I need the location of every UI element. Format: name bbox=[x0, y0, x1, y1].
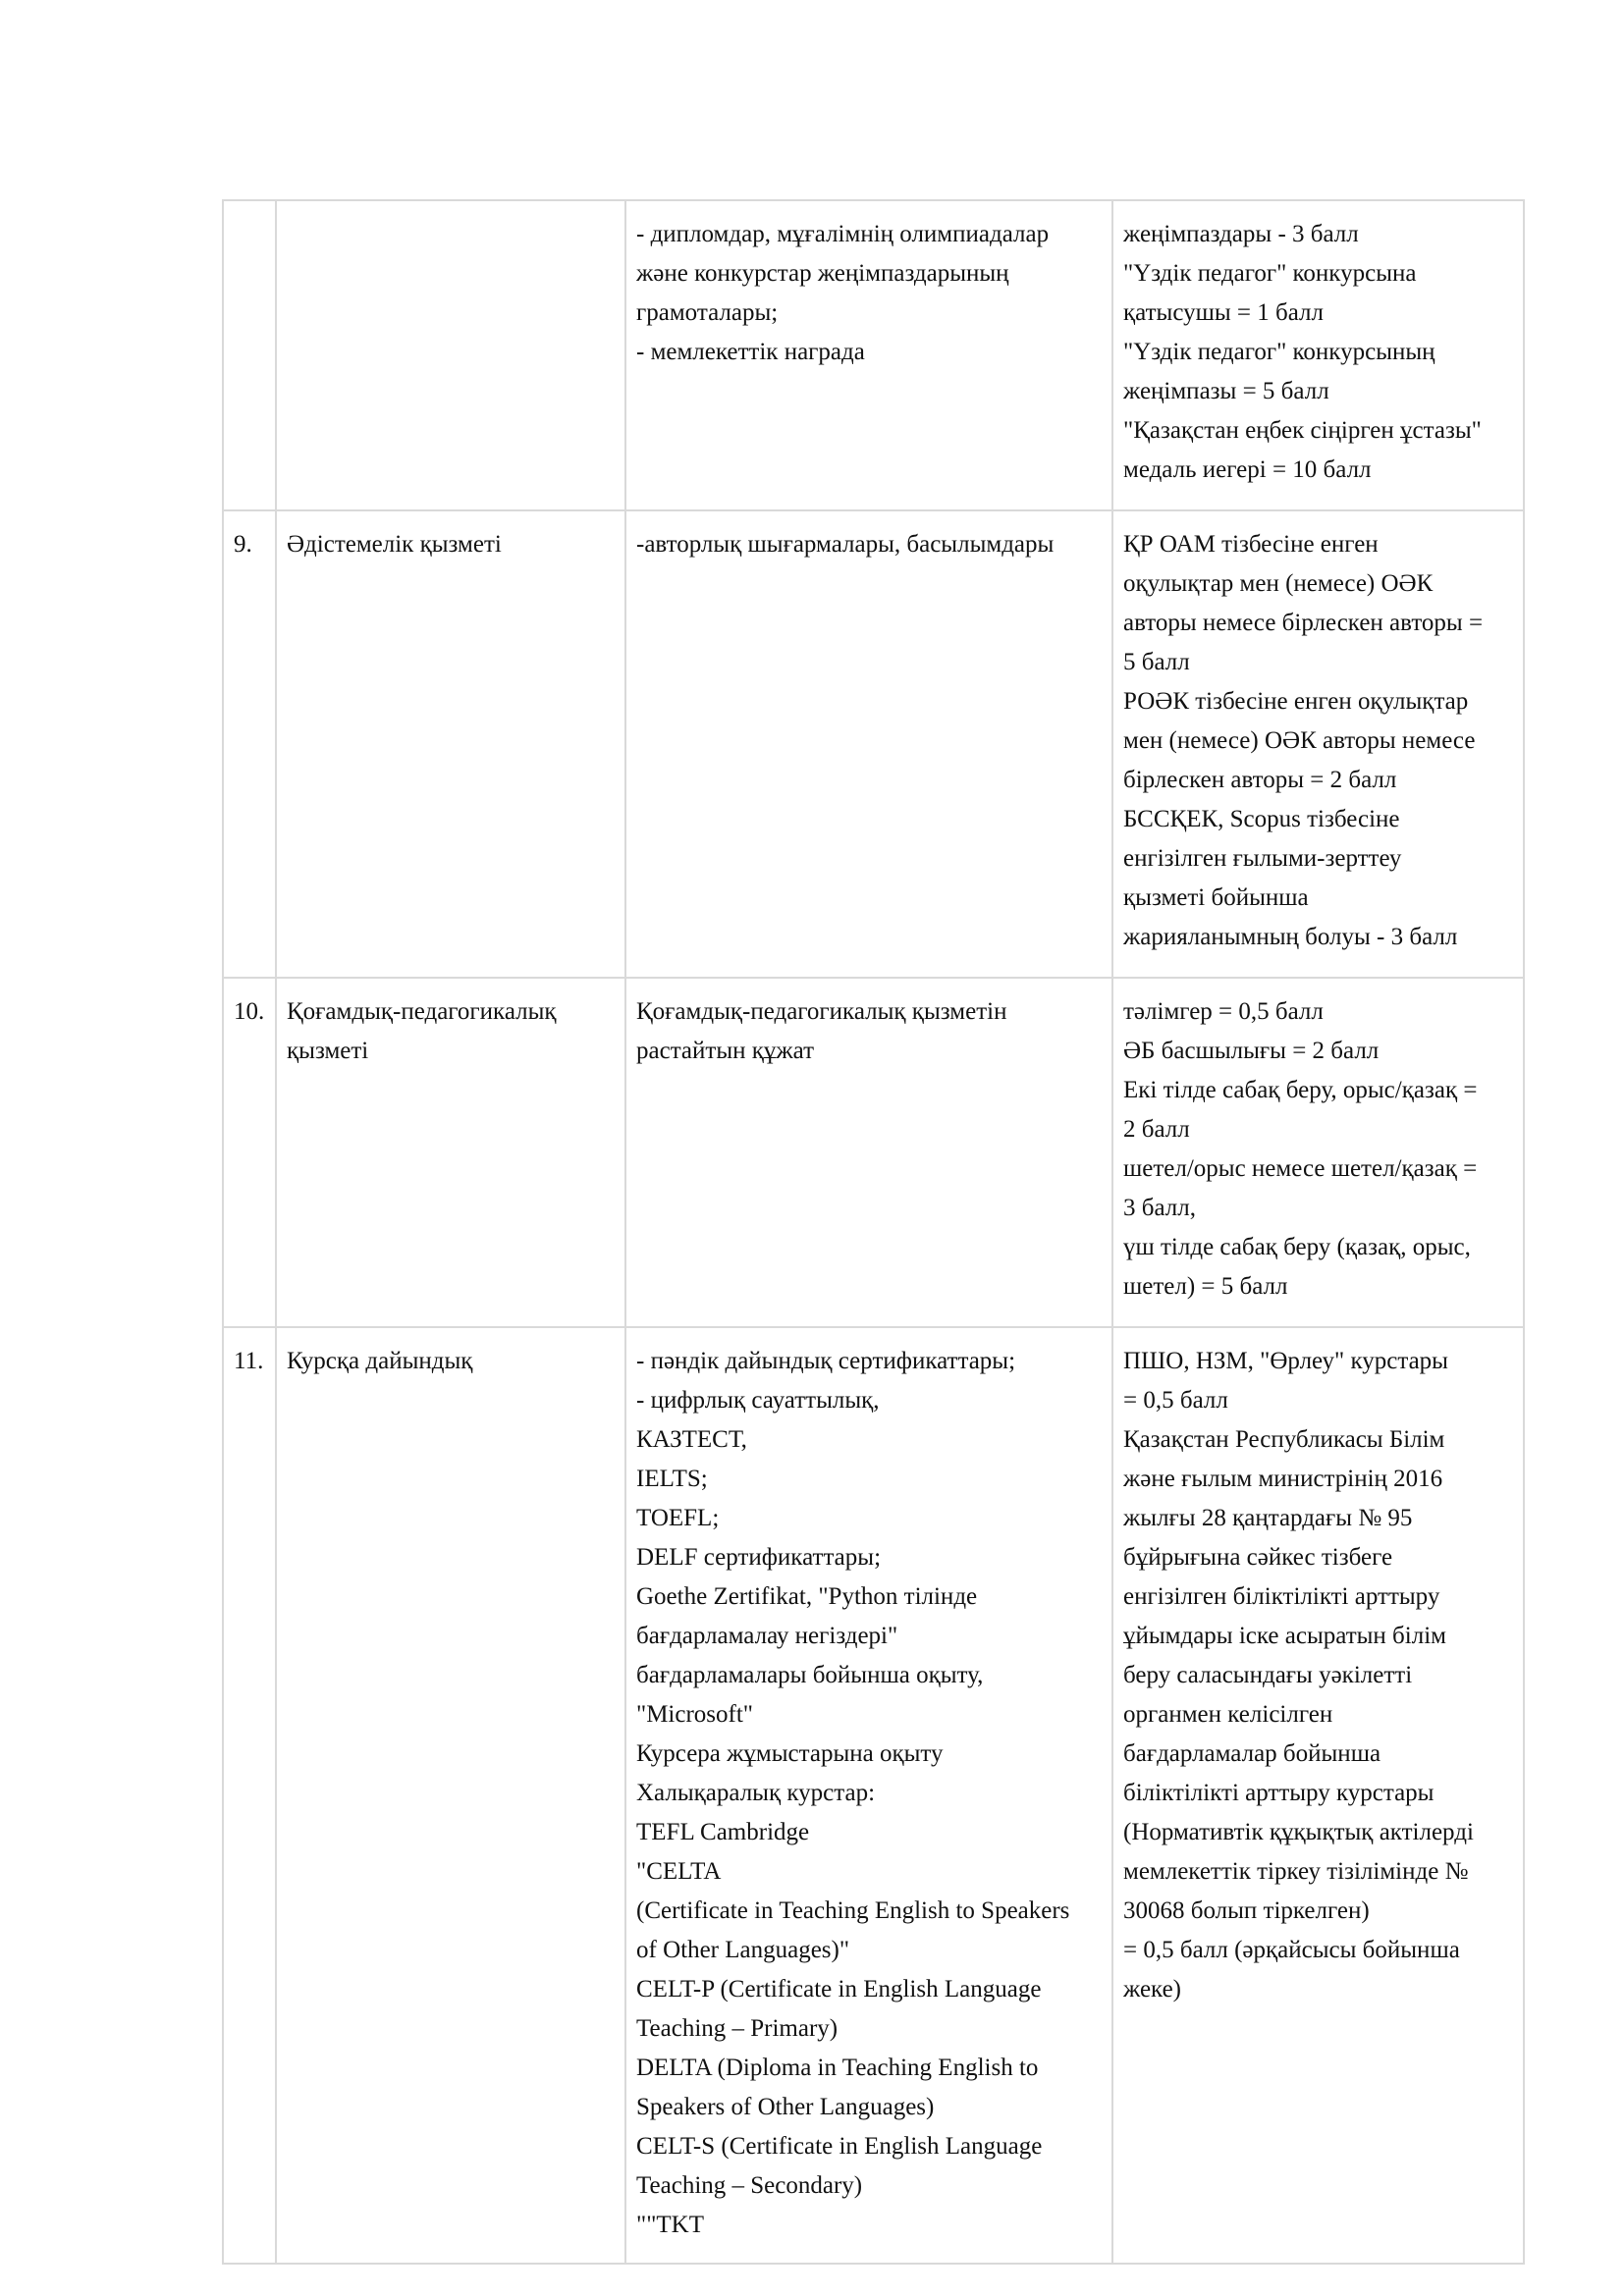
evidence-line: (Certificate in Teaching English to Speakers bbox=[636, 1897, 1070, 1924]
criterion-cell bbox=[276, 978, 625, 1327]
points-line: (Нормативтік құқықтық актілерді bbox=[1123, 1819, 1474, 1845]
evidence-line: грамоталары; bbox=[636, 299, 779, 326]
points-line: "Үздік педагог" конкурсына bbox=[1123, 260, 1417, 287]
row-number-cell bbox=[223, 1327, 276, 2264]
evidence-line: бағдарламалары бойынша оқыту, bbox=[636, 1662, 984, 1688]
evidence-line: IELTS; bbox=[636, 1466, 708, 1492]
evidence-cell bbox=[625, 1327, 1112, 2264]
table-row bbox=[223, 510, 1524, 978]
evidence-line: CELT-P (Certificate in English Language bbox=[636, 1976, 1042, 2002]
evidence-cell bbox=[625, 978, 1112, 1327]
points-line: жарияланымның болуы - 3 балл bbox=[1123, 924, 1458, 950]
evidence-line: TOEFL; bbox=[636, 1505, 720, 1531]
points-line: жеңімпазы = 5 балл bbox=[1123, 378, 1329, 404]
evidence-cell bbox=[625, 200, 1112, 510]
criterion-cell bbox=[276, 200, 625, 510]
points-line: 3 балл, bbox=[1123, 1195, 1196, 1221]
points-line: медаль иегері = 10 балл bbox=[1123, 456, 1372, 483]
points-line: жеңімпаздары - 3 балл bbox=[1123, 221, 1359, 247]
criterion-line: Курсқа дайындық bbox=[287, 1348, 473, 1374]
criterion-cell bbox=[276, 1327, 625, 2264]
criterion-line: қызметі bbox=[287, 1038, 369, 1064]
evidence-line: Goethe Zertifikat, "Python тілінде bbox=[636, 1583, 978, 1610]
evidence-line: Халықаралық курстар: bbox=[636, 1780, 876, 1806]
table-row bbox=[223, 978, 1524, 1327]
evidence-line: - дипломдар, мұғалімнің олимпиадалар bbox=[636, 221, 1050, 247]
points-line: = 0,5 балл bbox=[1123, 1387, 1228, 1414]
evidence-line: бағдарламалау негіздері" bbox=[636, 1623, 898, 1649]
criteria-table-body bbox=[223, 200, 1524, 2264]
criteria-table bbox=[222, 199, 1525, 2265]
points-cell bbox=[1112, 200, 1524, 510]
points-line: бағдарламалар бойынша bbox=[1123, 1740, 1381, 1767]
points-line: шетел/орыс немесе шетел/қазақ = bbox=[1123, 1155, 1478, 1182]
criterion-line: Қоғамдық-педагогикалық bbox=[287, 998, 557, 1025]
points-line: "Қазақстан еңбек сіңірген ұстазы" bbox=[1123, 417, 1482, 444]
evidence-line: CELT-S (Certificate in English Language bbox=[636, 2133, 1043, 2160]
points-line: енгізілген біліктілікті арттыру bbox=[1123, 1583, 1440, 1610]
evidence-line: TEFL Cambridge bbox=[636, 1819, 810, 1845]
points-line: БССҚЕК, Scopus тізбесіне bbox=[1123, 806, 1400, 832]
evidence-line: "Microsoft" bbox=[636, 1701, 754, 1728]
criterion-cell bbox=[276, 510, 625, 978]
evidence-line: of Other Languages)" bbox=[636, 1937, 850, 1963]
row-number-cell bbox=[223, 510, 276, 978]
points-line: мемлекеттік тіркеу тізілімінде № bbox=[1123, 1858, 1469, 1885]
points-cell bbox=[1112, 510, 1524, 978]
points-line: қызметі бойынша bbox=[1123, 884, 1309, 911]
points-line: және ғылым министрінің 2016 bbox=[1123, 1466, 1443, 1492]
evidence-line: - мемлекеттік награда bbox=[636, 339, 865, 365]
points-line: Екі тілде сабақ беру, орыс/қазақ = bbox=[1123, 1077, 1478, 1103]
evidence-line: "CELTA bbox=[636, 1858, 722, 1885]
evidence-line: - цифрлық сауаттылық, bbox=[636, 1387, 880, 1414]
points-line: жеке) bbox=[1123, 1976, 1181, 2002]
points-line: тәлімгер = 0,5 балл bbox=[1123, 998, 1324, 1025]
points-line: авторы немесе бірлескен авторы = bbox=[1123, 610, 1484, 636]
points-cell bbox=[1112, 1327, 1524, 2264]
evidence-line: растайтын құжат bbox=[636, 1038, 815, 1064]
points-line: "Үздік педагог" конкурсының bbox=[1123, 339, 1435, 365]
points-line: бұйрығына сәйкес тізбеге bbox=[1123, 1544, 1393, 1571]
points-line: енгізілген ғылыми-зерттеу bbox=[1123, 845, 1402, 872]
points-line: беру саласындағы уәкілетті bbox=[1123, 1662, 1413, 1688]
evidence-line: ""TKT bbox=[636, 2212, 705, 2238]
row-number: 11. bbox=[234, 1348, 264, 1374]
evidence-line: КАЗТЕСТ, bbox=[636, 1426, 747, 1453]
points-line: ұйымдары іске асыратын білім bbox=[1123, 1623, 1446, 1649]
row-number: 10. bbox=[234, 998, 265, 1025]
evidence-line: DELTA (Diploma in Teaching English to bbox=[636, 2055, 1039, 2081]
evidence-line: Қоғамдық-педагогикалық қызметін bbox=[636, 998, 1007, 1025]
points-line: 5 балл bbox=[1123, 649, 1190, 675]
points-line: ӘБ басшылығы = 2 балл bbox=[1123, 1038, 1380, 1064]
table-row bbox=[223, 1327, 1524, 2264]
points-line: РОӘК тізбесіне енген оқулықтар bbox=[1123, 688, 1469, 715]
points-line: шетел) = 5 балл bbox=[1123, 1273, 1288, 1300]
evidence-line: Teaching – Primary) bbox=[636, 2015, 839, 2042]
points-line: органмен келісілген bbox=[1123, 1701, 1333, 1728]
points-line: үш тілде сабақ беру (қазақ, орыс, bbox=[1123, 1234, 1471, 1260]
evidence-line: -авторлық шығармалары, басылымдары bbox=[636, 531, 1055, 558]
evidence-line: - пәндік дайындық сертификаттары; bbox=[636, 1348, 1016, 1374]
evidence-line: Курсера жұмыстарына оқыту bbox=[636, 1740, 944, 1767]
points-cell bbox=[1112, 978, 1524, 1327]
evidence-line: Speakers of Other Languages) bbox=[636, 2094, 935, 2120]
row-number: 9. bbox=[234, 531, 252, 558]
points-line: қатысушы = 1 балл bbox=[1123, 299, 1324, 326]
evidence-line: DELF сертификаттары; bbox=[636, 1544, 882, 1571]
criterion-line: Әдістемелік қызметі bbox=[287, 531, 502, 558]
points-line: 30068 болып тіркелген) bbox=[1123, 1897, 1370, 1924]
evidence-line: және конкурстар жеңімпаздарының bbox=[636, 260, 1009, 287]
points-line: оқулықтар мен (немесе) ОӘК bbox=[1123, 570, 1434, 597]
points-line: ҚР ОАМ тізбесіне енген bbox=[1123, 531, 1379, 558]
evidence-cell bbox=[625, 510, 1112, 978]
points-line: = 0,5 балл (әрқайсысы бойынша bbox=[1123, 1937, 1460, 1963]
points-line: Қазақстан Республикасы Білім bbox=[1123, 1426, 1445, 1453]
points-line: бірлескен авторы = 2 балл bbox=[1123, 767, 1397, 793]
table-row bbox=[223, 200, 1524, 510]
points-line: 2 балл bbox=[1123, 1116, 1190, 1143]
row-number-cell bbox=[223, 200, 276, 510]
row-number-cell bbox=[223, 978, 276, 1327]
points-line: біліктілікті арттыру курстары bbox=[1123, 1780, 1435, 1806]
evidence-line: Teaching – Secondary) bbox=[636, 2172, 863, 2199]
points-line: ПШО, НЗМ, "Өрлеу" курстары bbox=[1123, 1348, 1448, 1374]
points-line: мен (немесе) ОӘК авторы немесе bbox=[1123, 727, 1476, 754]
points-line: жылғы 28 қаңтардағы № 95 bbox=[1123, 1505, 1413, 1531]
